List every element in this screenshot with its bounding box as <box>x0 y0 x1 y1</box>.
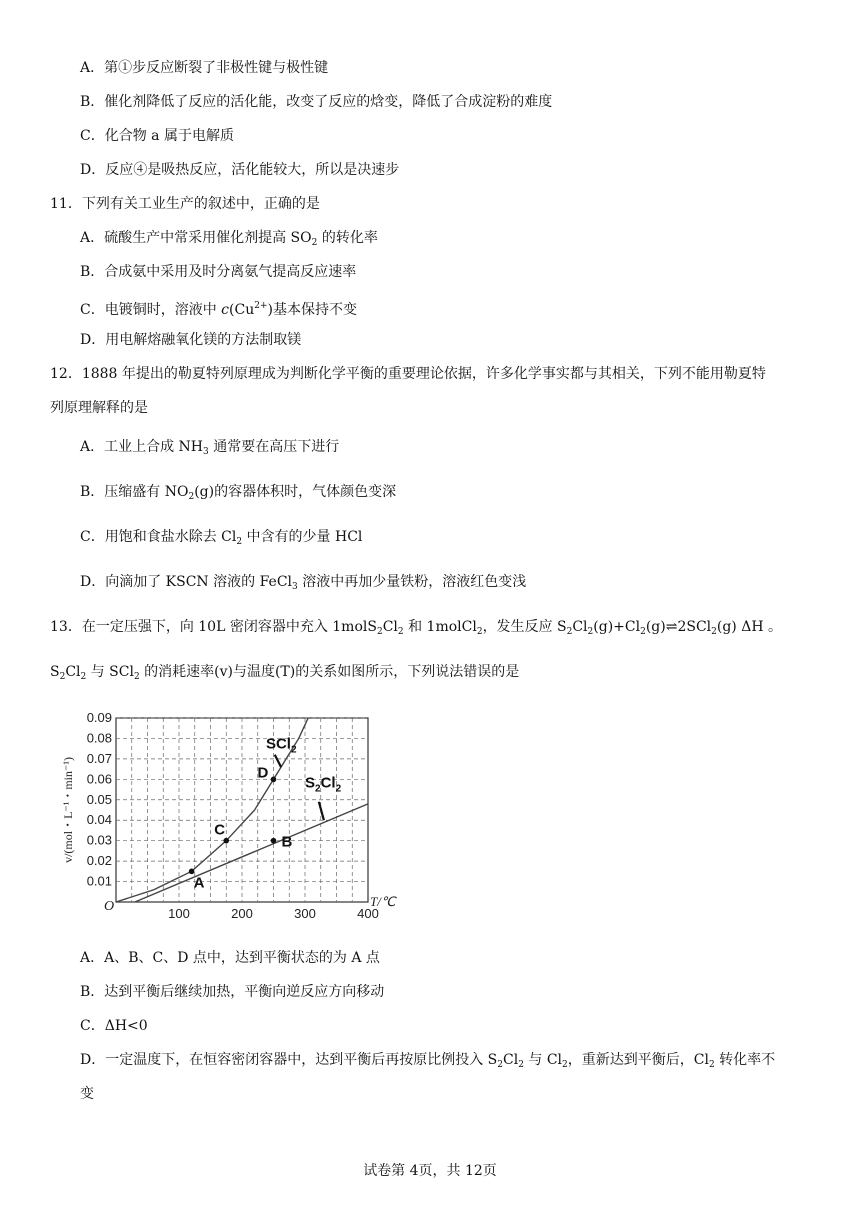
x-tick-label: 300 <box>294 906 316 921</box>
origin-label: O <box>104 899 115 914</box>
scl2-leader-line <box>275 755 281 767</box>
q13-option-a: A．A、B、C、D 点中，达到平衡状态的为 A 点 <box>80 950 380 966</box>
q13-stem-line1: 13．在一定压强下，向 10L 密闭容器中充入 $1molS_2Cl_2$ 和 1molCl$_2$，发生反应 $S_2Cl_2(g)+Cl_2(g)\rightleftharpoons 2SCl_2(g)$ ΔH 。 <box>50 619 782 637</box>
point-b <box>271 838 277 844</box>
page-footer: 试卷第 4页，共 12页 <box>363 1163 497 1179</box>
q11-stem: 11．下列有关工业生产的叙述中，正确的是 <box>50 196 320 212</box>
rate-temperature-chart <box>56 706 396 926</box>
y-tick-label: 0.06 <box>86 771 112 787</box>
point-a <box>189 869 195 875</box>
q12-option-a: A．工业上合成 $NH_3$ 通常要在高压下进行 <box>80 439 340 457</box>
series-line-s2cl2 <box>135 804 368 902</box>
s2cl2-leader-line <box>319 802 324 820</box>
q13-option-d-line2: 变 <box>80 1086 94 1102</box>
q11-option-a: A．硫酸生产中常采用催化剂提高 $SO_2$ 的转化率 <box>80 230 378 248</box>
x-tick-label: 200 <box>231 906 253 921</box>
point-c <box>223 838 229 844</box>
y-tick-label: 0.04 <box>86 812 112 828</box>
point-label-d: D <box>257 764 269 782</box>
q12-option-b: B．压缩盛有 $NO_2(g)$的容器体积时，气体颜色变深 <box>80 484 397 502</box>
point-label-a: A <box>193 874 205 892</box>
q11-option-b: B．合成氨中采用及时分离氨气提高反应速率 <box>80 264 357 280</box>
q12-stem-line2: 列原理解释的是 <box>50 400 148 416</box>
x-axis-label: T/℃ <box>370 894 396 909</box>
y-tick-label: 0.02 <box>86 853 112 869</box>
q12-option-d: D．向滴加了 KSCN 溶液的 FeCl$_3$ 溶液中再加少量铁粉，溶液红色变浅 <box>80 574 527 592</box>
q13-stem-line2: $S_2Cl_2$ 与 SCl$_2$ 的消耗速率(v)与温度(T)的关系如图所示，下列说法错误的是 <box>50 664 520 682</box>
q13-option-d-line1: D．一定温度下，在恒容密闭容器中，达到平衡后再按原比例投入 $S_2Cl_2$ 与 $Cl_2$，重新达到平衡后，$Cl_2$ 转化率不 <box>80 1052 776 1070</box>
y-tick-label: 0.03 <box>86 832 112 848</box>
x-tick-label: 100 <box>168 906 190 921</box>
q10-option-b: B．催化剂降低了反应的活化能，改变了反应的焓变，降低了合成淀粉的难度 <box>80 94 553 110</box>
q10-option-c: C．化合物 a 属于电解质 <box>80 128 234 144</box>
q13-option-c: C．ΔH<0 <box>80 1018 148 1034</box>
q10-option-a: A．第①步反应断裂了非极性键与极性键 <box>80 60 329 76</box>
point-d <box>271 777 277 783</box>
q10-option-d: D．反应④是吸热反应，活化能较大，所以是决速步 <box>80 162 400 178</box>
x-tick-label: 400 <box>357 906 379 921</box>
series-label-scl2: SCl$_2$ <box>265 735 297 756</box>
point-label-b: B <box>281 833 293 851</box>
point-label-c: C <box>214 821 226 839</box>
q12-option-c: C．用饱和食盐水除去 $Cl_2$ 中含有的少量 HCl <box>80 529 363 547</box>
y-tick-label: 0.08 <box>86 730 112 746</box>
q13-option-b: B．达到平衡后继续加热，平衡向逆反应方向移动 <box>80 984 385 1000</box>
q11-option-d: D．用电解熔融氧化镁的方法制取镁 <box>80 332 302 348</box>
q12-stem-line1: 12．1888 年提出的勒夏特列原理成为判断化学平衡的重要理论依据，许多化学事实都与其相关，下列不能用勒夏特 <box>50 366 766 382</box>
y-axis-label: v/(mol・L⁻¹・min⁻¹) <box>61 757 75 863</box>
y-tick-label: 0.05 <box>86 791 112 807</box>
y-tick-label: 0.07 <box>86 750 112 766</box>
y-tick-label: 0.01 <box>86 873 112 889</box>
y-tick-label: 0.09 <box>86 710 112 725</box>
q11-option-c: C．电镀铜时，溶液中 $c(Cu^{2+})$基本保持不变 <box>80 301 357 318</box>
series-label-s2cl2: $S_2Cl_2$ <box>305 774 342 795</box>
